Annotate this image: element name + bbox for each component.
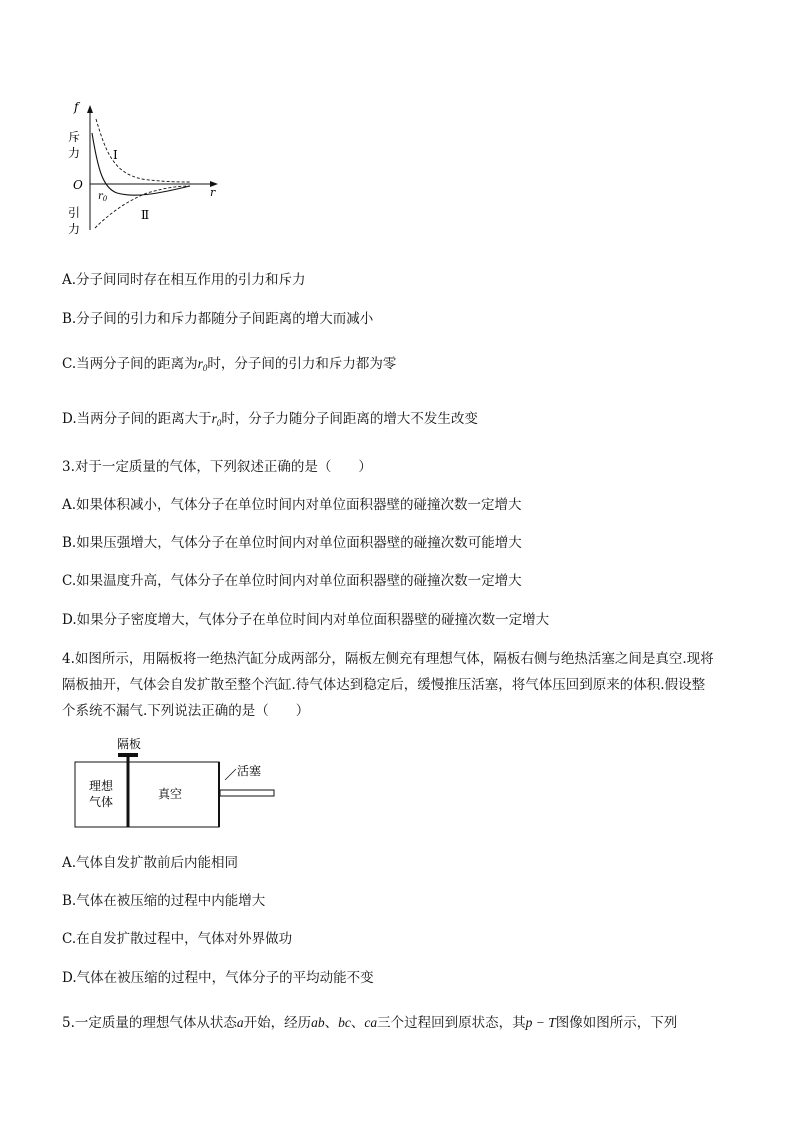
gas-label-2: 气体 [89, 795, 114, 809]
q2-option-b[interactable]: B.分子间的引力和斥力都随分子间距离的增大而减小 [62, 311, 374, 327]
origin-label: O [73, 178, 83, 192]
q5-stem: 5.一定质量的理想气体从状态a开始，经历ab、bc、ca三个过程回到原状态，其p − T图像如图所示，下列 [62, 1015, 678, 1031]
force-distance-figure [62, 95, 222, 240]
q3-option-d[interactable]: D.如果分子密度增大，气体分子在单位时间内对单位面积器壁的碰撞次数一定增大 [62, 612, 550, 628]
p-T-symbol: p − T [525, 1015, 556, 1030]
q4-option-c[interactable]: C.在自发扩散过程中，气体对外界做功 [62, 931, 293, 947]
q4-option-a[interactable]: A.气体自发扩散前后内能相同 [62, 855, 239, 871]
vacuum-label: 真空 [158, 787, 183, 801]
q2-option-c-post: 时，分子间的引力和斥力都为零 [207, 356, 397, 372]
repulsion-label-1: 斥 [68, 130, 81, 144]
cylinder-figure [70, 735, 285, 835]
q2-option-c[interactable] [62, 355, 396, 377]
gas-label-1: 理想 [89, 779, 114, 793]
q3-option-a[interactable]: A.如果体积减小，气体分子在单位时间内对单位面积器壁的碰撞次数一定增大 [62, 497, 522, 513]
q2-option-a[interactable]: A.分子间同时存在相互作用的引力和斥力 [62, 272, 306, 288]
process-ca: ca [364, 1015, 378, 1030]
q4-stem [62, 646, 734, 724]
q2-option-d-post: 时，分子力随分子间距离的增大不发生改变 [221, 411, 478, 427]
repulsion-curve [96, 119, 190, 182]
net-force-curve [92, 133, 190, 195]
curve-II-label: Ⅱ [141, 208, 150, 222]
q3-option-b[interactable]: B.如果压强增大，气体分子在单位时间内对单位面积器壁的碰撞次数可能增大 [62, 535, 522, 551]
attraction-label-1: 引 [68, 206, 81, 220]
piston-label: 活塞 [237, 764, 262, 778]
q4-option-b[interactable]: B.气体在被压缩的过程中内能增大 [62, 893, 266, 909]
r0-symbol: $r_0$ [211, 411, 222, 428]
q4-stem-line-3: 个系统不漏气.下列说法正确的是（ ） [62, 703, 310, 719]
r-axis-label: r [210, 186, 216, 199]
q4-stem-line-2: 隔板抽开，气体会自发扩散至整个汽缸.待气体达到稳定后，缓慢推压活塞，将气体压回到原来的体积.假设整 [62, 677, 706, 693]
process-ab: ab [311, 1015, 325, 1030]
curve-I-label: Ⅰ [113, 148, 118, 162]
q4-option-d[interactable]: D.气体在被压缩的过程中，气体分子的平均动能不变 [62, 970, 374, 986]
q2-option-d-pre: D.当两分子间的距离大于 [62, 411, 212, 427]
q2-option-c-pre: C.当两分子间的距离为 [62, 356, 198, 372]
q4-stem-line-1: 4.如图所示，用隔板将一绝热汽缸分成两部分，隔板左侧充有理想气体，隔板右侧与绝热活塞之间是真空.现将 [62, 651, 714, 667]
piston-label-leader [225, 769, 236, 780]
process-bc: bc [338, 1015, 351, 1030]
f-axis-label: f [74, 100, 79, 114]
attraction-label-2: 力 [68, 222, 81, 236]
q2-option-d[interactable] [62, 410, 478, 432]
r0-tick-label: $r_0$ [98, 191, 108, 203]
q3-option-c[interactable]: C.如果温度升高，气体分子在单位时间内对单位面积器壁的碰撞次数一定增大 [62, 573, 522, 589]
repulsion-label-2: 力 [68, 146, 81, 160]
f-axis-arrow [87, 105, 93, 113]
state-a: a [236, 1015, 244, 1030]
partition-label: 隔板 [117, 737, 142, 751]
piston-rod [220, 790, 274, 796]
r0-symbol: $r_0$ [197, 356, 208, 373]
q3-stem: 3.对于一定质量的气体，下列叙述正确的是（ ） [62, 459, 372, 475]
